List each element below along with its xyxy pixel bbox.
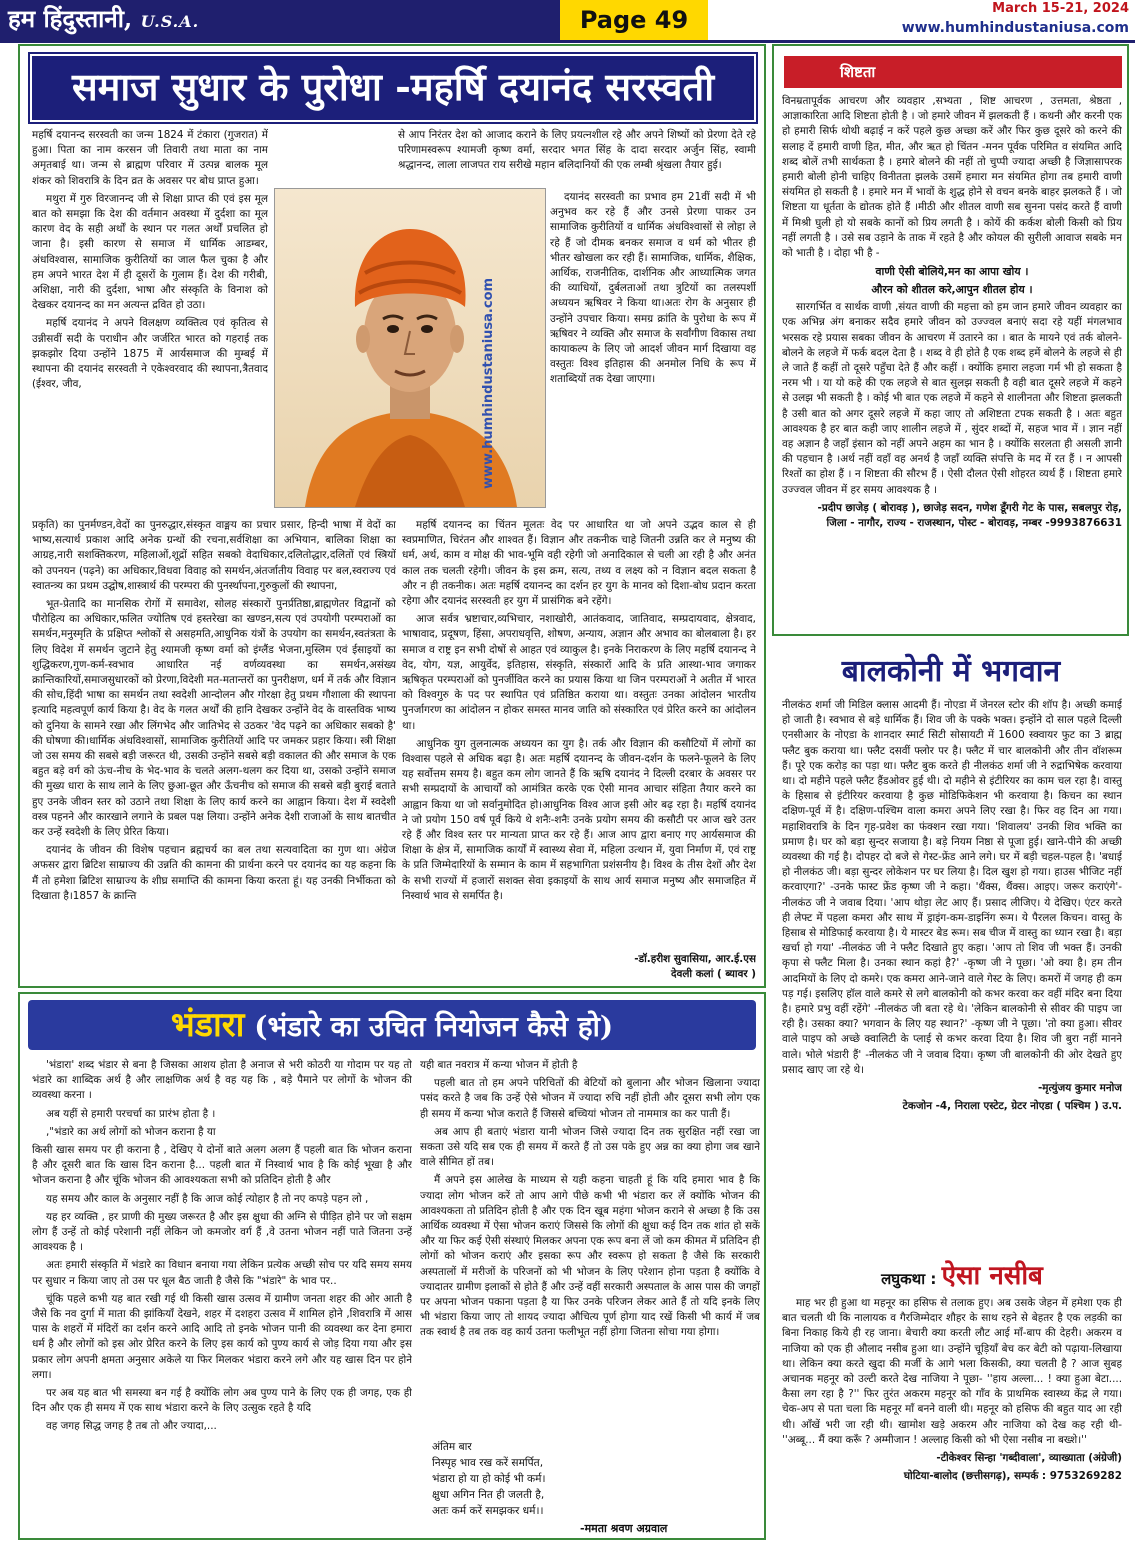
paragraph: चूंकि पहले कभी यह बात रखी गई थी किसी खास उत्सव में ग्रामीण जनता शहर की ओर आती है जैसे कि नव दुर्गा में माता की झांकियाँ देखने, शहर में दशहरा उत्सव में शामिल होने ,शिवरात्रि में आस पास के शहरों में मंदिरों का दर्शन करने आदि आदि तो इनके भोजन पानी की व्यवस्था कर देना हमारा धर्म है और लोगों को इस ओर प्रेरित करने के लिए इस कार्य को पुण्य कार्य से जोड़ दिया गया और इस प्रकार लोग अपनी क्षमता अनुसार अकेले या फिर मिलकर भंडारा करने लगे और यह खास दिन पर होने लगा। (32, 1292, 412, 1381)
laghukatha-name: ऐसा नसीब (941, 1261, 1043, 1291)
paragraph: महर्षि दयानन्द सरस्वती का जन्म 1824 में टंकारा (गुजरात) में हुआ। पिता का नाम करसन जी तिवारी तथा माता का नाम अमृतबाई था। जन्म से ब्राह्मण परिवार में उत्पन्न बालक मूल शंकर को शिवरात्रि के दिन व्रत के अवसर पर बोध प्राप्त हुआ। (32, 129, 268, 187)
bhandara-poem (432, 1439, 762, 1519)
poem-line: क्षुधा अगिन नित ही जलती है, (432, 1489, 545, 1501)
paragraph: विनम्रतापूर्वक आचरण और व्यवहार ,सभ्यता , शिष्ट आचरण , उत्तमता, श्रेष्ठता , आज्ञाकारिता आदि शिष्टता होती है । जो हमारे जीवन में झलकती हैं । कथनी और करनी एक हो हमारी सिर्फ थोथी बढ़ाई न करें पहले कुछ अच्छा करें और फिर कुछ दूसरे को करने की सलाह दें हमारी वाणी हित, मीत, और ऋत हो चिंतन -मनन पूर्वक परिमित व संयमित आदि शब्द बोलें तभी सार्थकता है । हमारे बोलने की नहीं तो चुप्पी ज्यादा अच्छी है जिज्ञासापरक हमारी बोली होनी चाहिए विनीतता झलके उसमें हमारा मन संयमित होगा तब हमारी वाणी संयमित हो सकती है । हमारे मन में भावों के शुद्ध होने से वचन बनके बाहर झलकते हैं । जो शिष्टता या धूर्तता के द्योतक होते हैं ।मीठी और शीतल वाणी सब सुनना पसंद करते हैं वाणी में मिश्री घुली हो यो सबके कानों को प्रिय लगती है । कोयें की कर्कश बोली किसी को प्रिय नहीं लगती है । उसे सब उड़ाने के ताक में रहते है और कोयल की सुरीली आवाज सबके मन को भाती है । दोहा भी है - (782, 95, 1122, 260)
masthead (0, 0, 1135, 40)
bhandara-title-sub: (भंडारे का उचित नियोजन कैसे हो) (254, 1010, 614, 1043)
paragraph: 'भंडारा' शब्द भंडार से बना है जिसका आशय होता है अनाज से भरी कोठरी या गोदाम पर यह तो भंडारे का शाब्दिक अर्थ है और लाक्षणिक अर्थ है वह यह कि , बड़े पैमाने पर लोगों के भोजन की व्यवस्था करना । (32, 1059, 412, 1102)
bhandara-title (28, 1000, 756, 1050)
balcony-body (782, 698, 1122, 1254)
balcony-author: -मृत्युंजय कुमार मनोज (1037, 1082, 1122, 1095)
article-right-column (550, 190, 756, 506)
bhandara-left-column (32, 1058, 412, 1536)
bhandara-right-column (420, 1058, 760, 1436)
paragraph: ,"भंडारे का अर्थ लोगों को भोजन कराना है या (46, 1125, 216, 1138)
paragraph: यह समय और काल के अनुसार नहीं है कि आज कोई त्योहार है तो नए कपड़े पहन लो , (46, 1192, 369, 1205)
poem-line: निस्पृह भाव रख करें समर्पित, (432, 1457, 544, 1469)
shishta-body (782, 94, 1122, 632)
masthead-right (708, 0, 1135, 40)
issue-date: March 15-21, 2024 (992, 1, 1129, 16)
portrait-image (274, 188, 546, 508)
paragraph: नीलकंठ शर्मा जी मिडिल क्लास आदमी हैं। नोएडा में जेनरल स्टोर की शॉप है। अच्छी कमाई हो जाती है। स्वभाव से बड़े धार्मिक हैं। शिव जी के पक्के भक्त। इन्होंने दो साल पहले दिल्ली एनसीआर के नोएडा के शानदार स्मार्ट सिटी सोसायटी में 1600 स्क्वायर फुट का 3 ब्राह्म फ्लैट बुक कराया था। फ्लैट दसवीं फ्लोर पर है। फ्लैट में चार बालकोनी और तीन वॉशरूम हैं। पूरे एक करोड़ का पड़ा था। फ्लैट बुक करते ही नीलकंठ शर्मा जी ने रुद्राभिषेक करवाया था। दो महीने पहले फ्लैट हैंडओवर हुई थी। दो महीने से इंटीरियर का काम चल रहा है। वास्तु के हिसाब से इंटीरियर करवाया है कुछ मोडिफिकेशन भी करवाया है। किचन का स्थान दक्षिण-पूर्व में है। दक्षिण-पश्चिम वाला कमरा अपने लिए रखा है। फिर वह दिन आ गया। महाशिवरात्रि के दिन गृह-प्रवेश का फंक्शन रखा गया। 'शिवालय' उनकी शिव भक्ति का प्रमाण है। घर को बड़ा सुन्दर सजाया है। बड़े नियम निष्ठा से पूजा हुई। खाने-पीने की अच्छी व्यवस्था की गई है। दोपहर दो बजे से गेस्ट-फ्रेंड आने लगे। घर में बड़ी चहल-पहल है। 'बधाई हो नीलकंठ जी। बड़ा सुन्दर लोकेशन पर घर लिया है। दिल खुश हो गया। हाउस भीजिट नहीं करवाएगा?' -उनके फास्ट फ्रेंड कृष्ण जी ने कहा। 'थैंक्स, थैंक्स। आइए। जरूर कराएंगे'- नीलकंठ जी ने जवाब दिया। 'आप थोड़ा लेट आए हैं। प्रसाद लीजिए। ये देखिए। एंटर करते ही लेफ्ट में पहला कमरा और साथ में ड्राइंग-कम-डाइनिंग रूम। ये पैरलल किचन। वास्तु के हिसाब से मोडिफाई करवाया है। ये मास्टर बेड रूम। सब चीज में वास्तु का ध्यान रखा है। बड़ा खर्चा हो गया' -नीलकंठ जी ने फ्लैट दिखाते हुए कहा। 'आप तो शिव जी भक्त हैं। उनकी कृपा से फ्लैट मिला है। उनका स्थान कहां है?' -कृष्ण जी ने पूछा। 'ओ क्या है। हम तीन आदमियों के लिए दो कमरे। एक कमरा आने-जाने वाले गेस्ट के लिए। कमरों में जगह ही कम पड़ गई। इसलिए हॉल वाले कमरे से लगे बालकोनी को कभर करवा कर वहीं मंदिर बना दिया है। हमारे प्रभु वहीं रहेंगे' -नीलकंठ जी बता रहे थे। 'लेकिन बालकोनी से सीवर की पाइप जा रही है। उसका क्या? भगवान के लिए यह स्थान?' -कृष्ण जी ने पूछा। 'तो क्या हुआ। सीवर वाले पाइप को अच्छे क्वालिटी के प्लाई से कभर करवा दिया है। शिव जी बुरा नहीं मानने वाले। भोले भंडारी हैं' -नीलकंठ जी ने जवाब दिया। कृष्ण जी बालकोनी की ओर देखते हुए प्रसाद खाए जा रहे थे। (782, 699, 1122, 1076)
laghukatha-label: लघुकथा : (881, 1270, 937, 1288)
article-title: समाज सुधार के पुरोधा -महर्षि दयानंद सरस्वती (30, 54, 756, 122)
paragraph: आज सर्वत्र भ्रष्टाचार,व्यभिचार, नशाखोरी, आतंकवाद, जातिवाद, सम्प्रदायवाद, क्षेत्रवाद, भाषावाद, प्रदूषण, हिंसा, अपराधवृत्ति, शोषण, अन्याय, अज्ञान और अभाव का बोलबाला है। हर समाज व राष्ट्र इन सभी दोषों से आहत एवं व्याकुल है। इनके निराकरण के लिए महर्षि दयानन्द ने वेद, योग, यज्ञ, आयुर्वेद, इतिहास, संस्कृति, संस्कारों आदि के प्रति आस्था-भाव जगाकर ऋषिकृत परम्पराओं को पुनर्जीवित करने का प्रयास किया था जिन परम्पराओं ने अतीत में भारत को विश्वगुरु के पद पर स्थापित एवं प्रतिष्ठित कराया था। वस्तुतः उनका आंदोलन भारतीय पुनर्जागरण का आंदोलन न होकर समस्त मानव जाति को संस्कारित एवं प्रेरित करने का आंदोलन था। (402, 613, 756, 732)
paragraph: किसी खास समय पर ही कराना है , देखिए ये दोनों बाते अलग अलग हैं पहली बात कि भोजन कराना है और दूसरी बात कि खास दिन कराना है... पहली बात में निस्वार्थ भाव है कि कोई भूखा है और भोजन कराना है और चूंकि भोजन की आवश्यकता सभी को प्रतिदिन होती है और (32, 1144, 412, 1187)
article-left-column (32, 128, 268, 518)
article-bhandara (18, 992, 766, 1540)
laghukatha-title (822, 1258, 1102, 1294)
paragraph: यह हर व्यक्ति , हर प्राणी की मुख्य जरूरत है और इस क्षुधा की अग्नि से पीड़ित होने पर जो सक्षम लोग हैं उन्हें तो कोई परेशानी नहीं लेकिन जो कमजोर वर्ग हैं ,वे उतना भोजन नहीं पाते जितना उन्हें आवश्यक है । (32, 1210, 412, 1254)
article-byline (402, 952, 756, 984)
poem-line: भंडारा हो या हो कोई भी कर्म। (432, 1473, 546, 1485)
article-right-intro (398, 128, 756, 190)
article-dayanand (18, 44, 766, 988)
paragraph: अतः हमारी संस्कृति में भंडारे का विधान बनाया गया लेकिन प्रत्येक अच्छी सोच पर यदि समय समय पर सुधार न किया जाए तो उस पर धूल बैठ जाती है जैसे कि "भंडारे" के भाव पर.. (32, 1259, 412, 1287)
laghukatha-body (782, 1296, 1122, 1540)
paper-nameplate (0, 0, 560, 40)
paragraph: मथुरा में गुरु विरजानन्द जी से शिक्षा प्राप्त की एवं इस मूल बात को समझा कि देश की वर्तमान अवस्था में दुर्दशा का मूल कारण वेद के सही अर्थों के स्थान पर गलत अर्थों प्रचलित हो जाना है। इसी कारण से समाज में धार्मिक आडम्बर, अंधविश्वास, सामाजिक कुरीतियों का जाल फैल चुका है और हम अपने भारत देश में ही दूसरों के गुलाम हैं। देश की गरीबी, अशिक्षा, नारी की दुर्दशा, भाषा और संस्कृति के विनाश को देखकर दयानन्द का मन अत्यन्त द्रवित हो उठा। (32, 192, 268, 312)
paragraph: सारगर्भित व सार्थक वाणी ,संयत वाणी की महत्ता को हम जान हमारे जीवन व्यवहार का एक अभिन्न अंग बनाकर सदैव हमारे जीवन को उज्ज्वल बनाएं सदा रहे यहीं मंगलभाव भरसक रहे प्रयास सबका जीवन के आचरण में उतारने का । बात के मायने एवं तर्क बोलने-बोलने के लहजे में फर्क बदल देता है । शब्द वे ही होते है एक शब्द हमें बोलने के लहजे से ही ले जाते हैं कहीं तो दूसरे पहुँचा देते हैं और कहीं । क्योंकि हमारा लहजा गर्म भी हो सकता है नरम भी । या यो कहे की एक लहजे से बात सुलझ सकती है वही बात दूसरे लहजे में कहने से उलझ भी सकती है । कोई भी बात एक लहजे में कहने से शालीनता और शिष्टता झलकती है उसी बात को अगर दूसरे लहजे में कहा जाए तो अशिष्टता टपक सकती है । अतः बहुत आवश्यक है हर बात कही जाए शालीन लहजे में , सुंदर शब्दों में, सहज भाव में । ज्ञान नहीं वह अज्ञान है जहाँ इंसान को नहीं अपने अहम का भान है । क्योंकि सरलता ही असली ज्ञानी की पहचान है ।अर्थ नहीं वहाँ वह अनर्थ है जहाँ व्यक्ति संपत्ति के मद में रत हैं । न आपसी रिश्तों का होश हैं । न शिष्टता की सौरभ हैं । ऐसी दौलत ऐसी शोहरत व्यर्थ हैं । शिष्टता हमारे उज्ज्वल जीवन में हर समय आवश्यक है । (782, 301, 1122, 496)
doha-line: वाणी ऐसी बोलिये,मन का आपा खोय । (875, 265, 1029, 279)
page-number: Page 49 (560, 0, 708, 40)
paragraph: मैं अपने इस आलेख के माध्यम से यही कहना चाहती हूं कि यदि हमारा भाव है कि ज्यादा लोग भोजन करें तो आप आगे पीछे कभी भी भंडारा कर लें क्योंकि भोजन की आवश्यकता तो प्रतिदिन होती है और एक दिन खूब महंगा भोजन कराने से अच्छा है कि उस आर्थिक व्यवस्था में ऐसा भोजन कराएं जिससे कि लोगों की क्षुधा कई दिन तक शांत हो सकें और या फिर कई ऐसी संस्थाएं मिलकर अपना एक रूप बना लें जो कम कीमत में प्रतिदिन ही लोगों को भोजन कराएं और इसका रूप और स्वरूप हो सकता है जैसे कि सरकारी अस्पतालों में मरीजों के परिजनों को भी भोजन के लिए परेशान होना पड़ता है क्योंकि वे ज्यादातर ग्रामीण इलाकों से होते हैं और उन्हें वहीं सरकारी अस्पताल के आस पास की जगहों पर अपना भोजन पकाना पड़ता है या फिर उनके परिजन लेकर आते हैं तो यदि इनके लिए भी भंडारा किया जाए तो शायद ज्यादा औचित्य पूर्ण होगा याद रखें किसी भी कार्य में जब तक स्वार्थ है तब तक वह कार्य उतना फलीभूत नहीं होगा जितना सोचा गया होगा। (420, 1174, 760, 1339)
paragraph: दयानंद के जीवन की विशेष पहचान ब्रह्मचर्य का बल तथा सत्यवादिता का गुण था। अंग्रेज अफसर द्वारा ब्रिटिश साम्राज्य की उन्नति की कामना की प्रार्थना करने पर दयानंद का यह कहना कि मैं तो हमेशा ब्रिटिश साम्राज्य के शीघ्र समाप्ति की कामना किया करता हूं। यह उनकी निर्भीकता को दिखाता है।1857 के क्रान्ति (32, 844, 396, 902)
paragraph: आधुनिक युग तुलनात्मक अध्ययन का युग है। तर्क और विज्ञान की कसौटियों में लोगों का विश्वास पहले से अधिक बढ़ा है। अतः महर्षि दयानन्द के जीवन-दर्शन के फलने-फूलने के लिए यह सर्वोत्तम समय है। बहुत कम लोग जानते हैं कि ऋषि दयानंद ने दिल्ली दरबार के अवसर पर सभी सम्प्रदायों के आचार्यों को आमंत्रित करके एक ऐसी मानव आचार संहिता तैयार करने का आह्वान किया था जो सर्वानुमोदित हो।आधुनिक विश्व आज इसी ओर बढ़ रहा है। महर्षि दयानंद ने जो प्रयोग 150 वर्ष पूर्व किये थे शनैः-शनैः उनके प्रयोग समय की कसौटी पर आज खरे उतर रहे हैं और विश्व स्तर पर मान्यता प्राप्त कर रहे हैं। आज आप द्वारा बनाए गए आर्यसमाज की शिक्षा के क्षेत्र में, सामाजिक कार्यों में स्वास्थ्य सेवा में, महिला उत्थान में, युवा निर्माण में, एवं राष्ट्र के प्रति जिम्मेदारियों के सम्मान के काम में सहभागिता प्रशंसनीय है। विश्व के तीस देशों और देश के सभी राज्यों में हजारों सशक्त सेवा इकाइयों के साथ आर्य समाज मनुष्य और समाजहित में निस्वार्थ भाव से समर्पित है। (402, 737, 756, 902)
paragraph: अब आप ही बताएं भंडारा यानी भोजन जिसे ज्यादा दिन तक सुरक्षित नहीं रखा जा सकता उसे यदि सब एक ही समय में करते हैं तो उस पके हुए अन्न का क्या होगा जब खाने वाले सीमित हों तब। (420, 1125, 760, 1169)
laghukatha-author-place: घोटिया-बालोद (छत्तीसगढ़), सम्पर्क : 9753269282 (903, 1470, 1122, 1483)
paragraph: अब यहीं से हमारी परचर्चा का प्रारंभ होता है । (46, 1107, 216, 1120)
paragraph: माह भर ही हुआ था महनूर का हसिफ से तलाक हुए। अब उसके जेहन में हमेशा एक ही बात चलती थी कि नालायक व गैरजिम्मेदार शौहर के साथ रहने से बेहतर है एक लड़की का बिना निकाह किये ही रह जाना। बेचारी क्या करती लौट आई माँ-बाप की देहरी। अकरम व नाजिया को एक ही औलाद नसीब हुआ था। उन्होंने चूड़ियाँ बेच कर बेटी को पढ़ाया-लिखाया था। लेकिन क्या करते खुदा की मर्जी के आगे भला किसकी, क्या चलती है ? आज सुबह अचानक महनूर को उल्टी करते देख नाजिया ने पूछा- ''हाय अल्ला... ! क्या हुआ बेटा.... कैसा लग रहा है ?'' फिर तुरंत अकरम महनूर को गाँव के प्राथमिक स्वास्थ्य केंद्र ले गया। चेक-अप से पता चला कि महनूर माँ बनने वाली थी। महनूर को हसिफ की बहुत याद आ रही थी। आँखें भरी जा रही थी। खामोश खड़े अकरम और नाजिया को देख कह रही थी- ''अब्बू... मैं क्या करूँ ? अम्मीजान ! अल्लाह किसी को भी ऐसा नसीब ना बख्शे।'' (782, 1297, 1122, 1446)
balcony-title: बालकोनी में भगवान (841, 654, 1061, 689)
doha-line: औरन को शीतल करे,आपुन शीतल होय । (871, 283, 1033, 297)
bhandara-author: -ममता श्रवण अग्रवाल (580, 1522, 668, 1535)
poem-line: अतः कर्म करें समझकर धर्म।। (432, 1505, 544, 1517)
paragraph: वह जगह सिद्ध जगह है तब तो और ज्यादा,... (46, 1420, 217, 1433)
portrait-watermark: www.humhindustaniusa.com (481, 277, 496, 489)
paragraph: पहली बात तो हम अपने परिचितों की बेटियों को बुलाना और भोजन खिलाना ज्यादा पसंद करते है जब कि उन्हें ऐसे भोजन में ज्यादा रुचि नहीं होती और दूसरा सभी लोग एक ही समय में कन्या भोज कराते हैं जिससे बच्चियां भोजन तो नाममात्र का कर पाती हैं। (420, 1077, 760, 1120)
article-right-lower-column (402, 518, 756, 952)
paper-name: हम हिंदुस्तानी, (8, 4, 133, 33)
poem-line: अंतिम बार (432, 1441, 472, 1453)
bhandara-title-word: भंडारा (170, 1005, 245, 1045)
paragraph: महर्षि दयानंद ने अपने विलक्षण व्यक्तित्व एवं कृतित्व से उन्नीसवीं सदी के पराधीन और जर्जरित भारत को गहराई तक झकझोर दिया उन्होंने 1875 में आर्यसमाज की मुम्बई में स्थापना की दयानंद सरस्वती ने एकेश्वरवाद की स्थापना,त्रैतवाद (ईश्वर, जीव, (32, 317, 268, 391)
paragraph: से आप निरंतर देश को आजाद कराने के लिए प्रयत्नशील रहे और अपने शिष्यों को प्रेरणा देते रहे परिणामस्वरूप श्यामजी कृष्ण वर्मा, सरदार भगत सिंह के दादा सरदार अर्जुन सिंह, स्वामी श्रद्धानन्द, लाला लाजपत राय सरीखे महान बलिदानियों की एक लम्बी श्रृंखला तैयार हुई। (398, 129, 756, 172)
paragraph: पर अब यह बात भी समस्या बन गई है क्योंकि लोग अब पुण्य पाने के लिए एक ही जगह, एक ही दिन और एक ही समय में एक साथ भंडारा करने के लिए उत्सुक रहते है यदि (32, 1387, 412, 1415)
paragraph: भूत-प्रेतादि का मानसिक रोगों में समावेश, सोलह संस्कारों पुनर्प्रतिष्ठा,ब्राह्मणेतर विद्वानों को पौरोहित्य का अधिकार,फलित ज्योतिष एवं हस्तरेखा का खण्डन,सत्य एवं उपयोगी परम्पराओं का समर्थन,मनुस्मृति के प्रक्षिप्त श्लोकों से असहमति,आधुनिक यंत्रों के उपयोग का समर्थन,स्वतंत्रता के लिए विदेश में समर्थन जुटाने हेतु श्यामजी कृष्ण वर्मा को इंग्लैंड भेजना,मुस्लिम एवं ईसाइयों का शुद्धिकरण,गुण-कर्म-स्वभाव आधारित नई वर्णव्यवस्था का समर्थन,असंख्य क्रान्तिकारियों,समाजसुधारकों को प्रेरणा,विदेशी मत-मतान्तरों का पुनरीक्षण, धर्म में तर्क और विज्ञान की सोच,हिंदी भाषा का समर्थन तथा स्वदेशी आन्दोलन और गोरक्षा हेतु प्रथम गौशाला की स्थापना इत्यादि महत्वपूर्ण कार्य किया है। वेद के गलत अर्थों की हानि देखकर उन्होंने वेद के वास्तविक भाष्य को दुनिया के सामने रखा और लिंगभेद और जातिभेद से उठकर 'वेद पढ़ने का अधिकार सबको है' की घोषणा की।धार्मिक अंधविश्वासों, सामाजिक कुरीतियों आदि पर जमकर प्रहार किया। स्त्री शिक्षा जो उस समय की सबसे बड़ी जरूरत थी, उसकी उन्होंने सबसे बड़ी वकालत की और समाज के एक बहुत बड़े वर्ग को ऊंच-नीच के भेद-भाव के चलते अलग-थलग कर दिया था, उसको उन्होंने समाज की मुख्य धारा के साथ लाने के लिए छुआ-छूत और ऊँचनीच को समाज की सबसे बड़ी बुराई बताते हुए उनके जीवन स्तर को उठाने तथा शिक्षा के लिए कार्य करने का आह्वान किया। देश में स्वदेशी वस्त्र पहनने और कारखाने लगाने के प्रबल पक्ष लिया। उन्होंने अनेक देशी राजाओं के साथ बातचीत कर उन्हें स्वदेशी के लिए प्रेरित किया। (32, 598, 396, 839)
right-column (772, 44, 1129, 1540)
balcony-author-place: टेकजोन -4, निराला एस्टेट, ग्रेटर नोएडा ( पश्चिम ) उ.प. (902, 1100, 1122, 1113)
author-place: देवली कलां ( ब्यावर ) (671, 968, 756, 981)
paragraph: महर्षि दयानन्द का चिंतन मूलतः वेद पर आधारित था जो अपने उद्भव काल से ही स्वप्रमाणित, चिरंतन और शाश्वत हैं। विज्ञान और तकनीक चाहे जितनी उन्नति कर ले मनुष्य की धर्म, अर्थ, काम व मोक्ष की भाव-भूमि वही रहेगी जो अनादिकाल से चली आ रही है और अनंत काल तक चलती रहेगी। जीवन के इस क्रम, सत्य, तथ्य व लक्ष्य को न विज्ञान बदल सकता है और न ही तकनीक। अतः महर्षि दयानन्द का दर्शन हर युग के मानव को दिशा-बोध प्रदान करता रहेगा और दयानंद सरस्वती हर युग में प्रासंगिक बने रहेंगे। (402, 519, 756, 608)
dayanand-portrait-illustration (275, 189, 545, 507)
author-name: -डॉ.हरीश सुवासिया, आर.ई.एस (634, 953, 756, 965)
article-mid-column (32, 518, 396, 980)
shishta-title: शिष्टता (784, 56, 1122, 88)
paragraph: प्रकृति) का पुनर्मण्डन,वेदों का पुनरुद्धार,संस्कृत वाङ्मय का प्रचार प्रसार, हिन्दी भाषा में वेदों का भाष्य,सत्यार्थ प्रकाश आदि अनेक ग्रन्थों की रचना,सर्वशिक्षा का अभियान, बालिका शिक्षा का आग्रह,नारी सशक्तिकरण, महिलाओं,शूद्रों सहित सबको वेदाधिकार,दलितोद्धार,दलितों एवं स्त्रियों को उपनयन (पढ़ने) का अधिकार,विधवा विवाह को समर्थन,अंतर्जातीय विवाह पर बल,स्वराज्य एवं स्वातन्त्र्य का प्रथम उद्घोष,शास्त्रार्थ की परम्परा की पुनर्स्थापना,गुरुकुलों की स्थापना, (32, 519, 396, 592)
paper-country: U.S.A. (140, 12, 200, 31)
paragraph: दयानंद सरस्वती का प्रभाव हम 21वीं सदी में भी अनुभव कर रहे हैं और उनसे प्रेरणा पाकर उन सामाजिक कुरीतियों व धार्मिक अंधविश्वासों से लोहा ले रहे हैं जो दीमक बनकर समाज व धर्म को भीतर ही भीतर खोखला कर रही हैं। सामाजिक, धार्मिक, शैक्षिक, आर्थिक, राजनीतिक, दार्शनिक और आध्यात्मिक जगत की व्याधियों, दुर्बलताओं तथा त्रुटियों का तलस्पर्शी अध्ययन ऋषिवर ने किया था।अतः रोग के अनुसार ही उन्होंने उपचार किया। समग्र क्रांति के पुरोधा के रूप में ऋषिवर ने व्यक्ति और समाज के सर्वांगीण विकास तथा कायाकल्प के लिए जो आदर्श जीवन मार्ग दिखाया वह वस्तुतः विश्व इतिहास की अनमोल निधि के रूप में शताब्दियों तक देखा जाएगा। (550, 191, 756, 386)
masthead-rule (0, 40, 1135, 43)
shishta-author: -प्रदीप छाजेड़ ( बोरावड़ ), छाजेड़ सदन, गणेश डूँगरी गेट के पास, सबलपुर रोड़, जिला - नागौर, राज्य - राजस्थान, पोस्ट - बोरावड़, नम्बर -9993876631 (817, 501, 1122, 530)
laghukatha-author: -टीकेश्वर सिन्हा 'गब्दीवाला', व्याख्याता (अंग्रेजी) (936, 1452, 1122, 1465)
website-link[interactable]: www.humhindustaniusa.com (901, 20, 1129, 36)
paragraph: यही बात नवरात्र में कन्या भोजन में होती है (420, 1059, 578, 1071)
article-shishta (772, 44, 1129, 636)
